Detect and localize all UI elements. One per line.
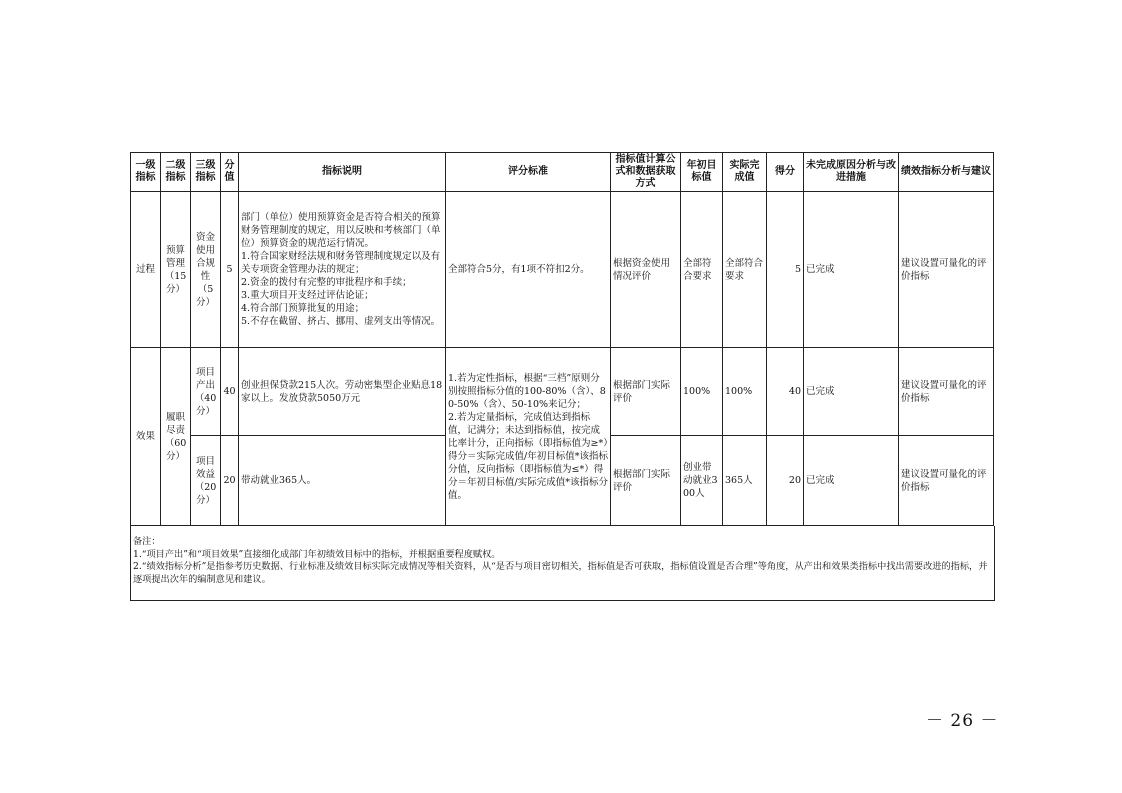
cell-advice: 建议设置可量化的评价指标 <box>899 348 994 436</box>
cell-reason: 已完成 <box>804 348 899 436</box>
header-criteria: 评分标准 <box>446 153 611 192</box>
performance-table <box>130 152 994 526</box>
header-row <box>131 153 994 192</box>
cell-score: 5 <box>767 192 804 348</box>
header-advice: 绩效指标分析与建议 <box>899 153 994 192</box>
header-reason: 未完成原因分析与改进措施 <box>804 153 899 192</box>
cell-target: 全部符合要求 <box>681 192 723 348</box>
header-score-value: 分值 <box>221 153 239 192</box>
header-l1: 一级指标 <box>131 153 161 192</box>
cell-l3: 项目产出（40分） <box>191 348 221 436</box>
cell-reason: 已完成 <box>804 192 899 348</box>
cell-score-value: 5 <box>221 192 239 348</box>
notes-title: 备注： <box>133 536 161 547</box>
cell-reason: 已完成 <box>804 436 899 526</box>
cell-score-value: 40 <box>221 348 239 436</box>
cell-criteria: 1.若为定性指标，根据“三档”原则分别按照指标分值的100-80%（含）、80-50%（含）、50-10%来记分； 2.若为定量指标，完成值达到指标值，记满分；未达到指标值，按完成比率计分，正向指标（即指标值为≥*）得分＝实际完成值/年初目标值*该指标分值，反向指标（即指标值为≤*）得分＝年初目标值/实际完成值*该指标分值。 <box>446 348 611 526</box>
cell-score-value: 20 <box>221 436 239 526</box>
cell-actual: 全部符合要求 <box>723 192 767 348</box>
performance-evaluation-sheet <box>130 152 993 601</box>
notes-section <box>130 526 995 601</box>
cell-criteria: 全部符合5分，有1项不符扣2分。 <box>446 192 611 348</box>
table-row <box>131 192 994 348</box>
cell-target: 创业带动就业300人 <box>681 436 723 526</box>
cell-desc: 创业担保贷款215人次。劳动密集型企业贴息18家以上。发放贷款5050万元 <box>239 348 446 436</box>
cell-l1: 过程 <box>131 192 161 348</box>
cell-formula: 根据部门实际评价 <box>611 348 681 436</box>
cell-desc: 部门（单位）使用预算资金是否符合相关的预算财务管理制度的规定，用以反映和考核部门（单位）预算资金的规范运行情况。 1.符合国家财经法规和财务管理制度规定以及有关专项资金管理办法的规定； 2.资金的拨付有完整的审批程序和手续； 3.重大项目开支经过评估论证； 4.符合部门预算批复的用途； 5.不存在截留、挤占、挪用、虚列支出等情况。 <box>239 192 446 348</box>
header-actual: 实际完成值 <box>723 153 767 192</box>
notes-line-2: 2.“绩效指标分析”是指参考历史数据、行业标准及绩效目标实际完成情况等相关资料，从“是否与项目密切相关，指标值是否可获取，指标值设置是否合理”等角度，从产出和效果类指标中找出需要改进的指标，并逐项提出次年的编制意见和建议。 <box>133 561 988 585</box>
cell-l2: 预算管理（15分） <box>161 192 191 348</box>
cell-actual: 100% <box>723 348 767 436</box>
cell-advice: 建议设置可量化的评价指标 <box>899 436 994 526</box>
header-desc: 指标说明 <box>239 153 446 192</box>
header-score: 得分 <box>767 153 804 192</box>
cell-advice: 建议设置可量化的评价指标 <box>899 192 994 348</box>
page-number: － 26 － <box>926 711 999 731</box>
cell-target: 100% <box>681 348 723 436</box>
cell-score: 20 <box>767 436 804 526</box>
notes-line-1: 1.“项目产出”和“项目效果”直接细化成部门年初绩效目标中的指标，并根据重要程度赋权。 <box>133 548 501 560</box>
cell-formula: 根据资金使用情况评价 <box>611 192 681 348</box>
cell-l3: 资金使用合规性（5分） <box>191 192 221 348</box>
header-target: 年初目标值 <box>681 153 723 192</box>
cell-score: 40 <box>767 348 804 436</box>
cell-actual: 365人 <box>723 436 767 526</box>
header-l3: 三级指标 <box>191 153 221 192</box>
cell-desc: 带动就业365人。 <box>239 436 446 526</box>
cell-l3: 项目效益（20分） <box>191 436 221 526</box>
table-row <box>131 348 994 436</box>
header-l2: 二级指标 <box>161 153 191 192</box>
cell-formula: 根据部门实际评价 <box>611 436 681 526</box>
cell-l2: 履职尽责（60分） <box>161 348 191 526</box>
header-formula: 指标值计算公式和数据获取方式 <box>611 153 681 192</box>
cell-l1: 效果 <box>131 348 161 526</box>
